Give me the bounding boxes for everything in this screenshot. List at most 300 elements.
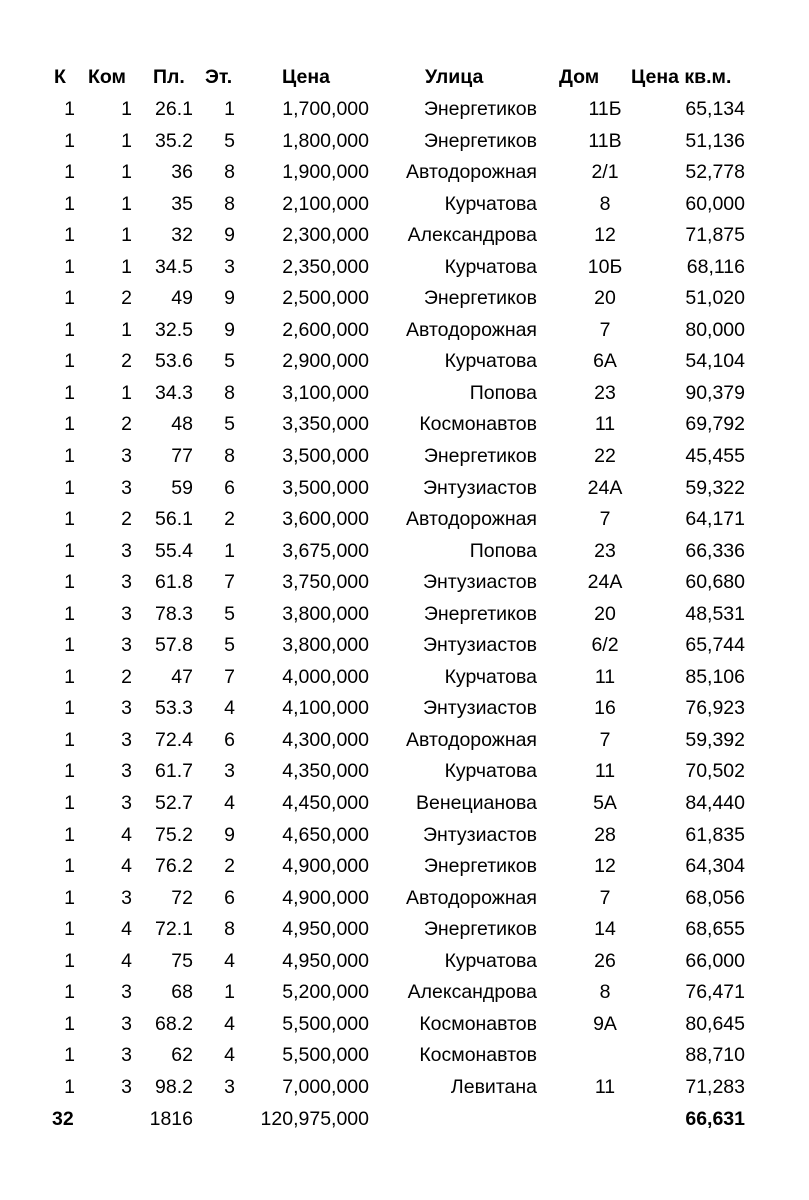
cell-k: 1 <box>64 886 75 909</box>
cell-area: 57.8 <box>155 634 193 657</box>
cell-rooms: 3 <box>121 760 132 783</box>
cell-rooms: 3 <box>121 981 132 1004</box>
cell-street: Энергетиков <box>423 445 537 468</box>
cell-house: 7 <box>599 508 611 531</box>
cell-price: 5,500,000 <box>282 1012 369 1035</box>
table-row <box>0 441 809 473</box>
table-row <box>0 126 809 158</box>
cell-price-per-sqm: 71,875 <box>685 224 745 247</box>
cell-street: Энергетиков <box>423 129 537 152</box>
cell-floor: 4 <box>224 1044 235 1067</box>
cell-floor: 9 <box>224 287 235 310</box>
table-row <box>0 315 809 347</box>
header-street: Улица <box>425 66 484 88</box>
cell-floor: 6 <box>224 886 235 909</box>
table-row <box>0 946 809 978</box>
table-row <box>0 599 809 631</box>
cell-floor: 8 <box>224 161 235 184</box>
table-row <box>0 378 809 410</box>
cell-house: 11 <box>594 413 616 436</box>
cell-rooms: 3 <box>121 697 132 720</box>
cell-price-per-sqm: 51,136 <box>685 129 745 152</box>
cell-house: 11В <box>588 129 622 152</box>
cell-house: 7 <box>599 728 611 751</box>
cell-rooms: 1 <box>121 98 132 120</box>
cell-price: 2,600,000 <box>282 318 369 341</box>
cell-k: 1 <box>64 602 75 625</box>
cell-price-per-sqm: 85,106 <box>685 665 745 688</box>
cell-rooms: 1 <box>121 161 132 184</box>
cell-price: 4,450,000 <box>282 792 369 815</box>
cell-floor: 4 <box>224 949 235 972</box>
total-price: 120,975,000 <box>260 1107 369 1130</box>
table-row <box>0 409 809 441</box>
cell-rooms: 3 <box>121 445 132 468</box>
cell-floor: 8 <box>224 918 235 941</box>
table-row <box>0 693 809 725</box>
cell-area: 72.1 <box>155 918 193 941</box>
table-row <box>0 820 809 852</box>
cell-price: 4,350,000 <box>282 760 369 783</box>
cell-k: 1 <box>64 792 75 815</box>
cell-house: 11 <box>594 1075 616 1098</box>
cell-area: 34.5 <box>155 255 193 278</box>
cell-price-per-sqm: 65,744 <box>685 634 745 657</box>
cell-house: 8 <box>599 192 611 215</box>
table-row <box>0 662 809 694</box>
cell-house: 24А <box>587 476 623 499</box>
cell-k: 1 <box>64 476 75 499</box>
cell-street: Автодорожная <box>406 728 537 751</box>
cell-floor: 5 <box>224 129 235 152</box>
cell-price-per-sqm: 68,655 <box>685 918 745 941</box>
cell-area: 98.2 <box>155 1075 193 1098</box>
table-row <box>0 630 809 662</box>
table-row <box>0 883 809 915</box>
cell-area: 32 <box>171 224 193 247</box>
cell-street: Курчатова <box>444 350 537 373</box>
cell-price: 2,300,000 <box>282 224 369 247</box>
cell-rooms: 2 <box>121 665 132 688</box>
cell-price-per-sqm: 84,440 <box>685 792 745 815</box>
cell-street: Энергетиков <box>423 98 537 120</box>
cell-price-per-sqm: 48,531 <box>685 602 745 625</box>
cell-rooms: 3 <box>121 602 132 625</box>
cell-floor: 3 <box>224 255 235 278</box>
cell-price: 4,950,000 <box>282 949 369 972</box>
cell-area: 48 <box>171 413 193 436</box>
cell-price: 4,000,000 <box>282 665 369 688</box>
cell-house: 20 <box>594 287 616 310</box>
cell-floor: 1 <box>224 981 235 1004</box>
cell-price-per-sqm: 68,116 <box>686 255 745 278</box>
cell-price-per-sqm: 60,000 <box>685 192 745 215</box>
cell-street: Энтузиастов <box>422 634 537 657</box>
header-price: Цена <box>282 66 330 88</box>
cell-price-per-sqm: 76,923 <box>685 697 745 720</box>
cell-house: 20 <box>594 602 616 625</box>
cell-street: Левитана <box>450 1075 537 1098</box>
cell-street: Энергетиков <box>423 855 537 878</box>
cell-street: Попова <box>469 539 537 562</box>
cell-floor: 7 <box>224 571 235 594</box>
cell-k: 1 <box>64 981 75 1004</box>
cell-price: 3,800,000 <box>282 634 369 657</box>
table-row <box>0 94 809 126</box>
cell-area: 62 <box>171 1044 193 1067</box>
cell-area: 47 <box>171 665 193 688</box>
cell-k: 1 <box>64 255 75 278</box>
table-row <box>0 252 809 284</box>
table-body <box>0 94 809 1104</box>
cell-price: 5,500,000 <box>282 1044 369 1067</box>
cell-street: Курчатова <box>444 949 537 972</box>
cell-street: Курчатова <box>444 665 537 688</box>
cell-rooms: 3 <box>121 634 132 657</box>
cell-price: 4,900,000 <box>282 886 369 909</box>
cell-floor: 9 <box>224 318 235 341</box>
cell-price-per-sqm: 64,304 <box>685 855 745 878</box>
cell-rooms: 2 <box>121 508 132 531</box>
cell-rooms: 4 <box>121 823 132 846</box>
cell-house: 2/1 <box>591 161 619 184</box>
cell-rooms: 1 <box>121 255 132 278</box>
cell-street: Энергетиков <box>423 602 537 625</box>
cell-k: 1 <box>64 571 75 594</box>
cell-floor: 8 <box>224 381 235 404</box>
table-row <box>0 473 809 505</box>
header-house: Дом <box>559 66 600 88</box>
cell-floor: 2 <box>224 855 235 878</box>
cell-house: 22 <box>594 445 616 468</box>
cell-floor: 5 <box>224 634 235 657</box>
cell-floor: 9 <box>224 823 235 846</box>
cell-street: Александрова <box>407 981 537 1004</box>
cell-house: 6/2 <box>591 634 619 657</box>
cell-price-per-sqm: 45,455 <box>685 445 745 468</box>
cell-area: 75 <box>171 949 193 972</box>
cell-street: Автодорожная <box>406 886 537 909</box>
cell-price-per-sqm: 65,134 <box>685 98 745 120</box>
cell-price-per-sqm: 80,645 <box>685 1012 745 1035</box>
cell-k: 1 <box>64 161 75 184</box>
cell-rooms: 4 <box>121 855 132 878</box>
cell-k: 1 <box>64 287 75 310</box>
cell-price: 3,100,000 <box>282 381 369 404</box>
cell-area: 61.8 <box>155 571 193 594</box>
table-row <box>0 1040 809 1072</box>
cell-k: 1 <box>64 665 75 688</box>
cell-k: 1 <box>64 634 75 657</box>
cell-floor: 8 <box>224 445 235 468</box>
cell-price-per-sqm: 70,502 <box>685 760 745 783</box>
table-row <box>0 157 809 189</box>
cell-house: 26 <box>594 949 616 972</box>
cell-k: 1 <box>64 697 75 720</box>
cell-price-per-sqm: 59,322 <box>685 476 745 499</box>
cell-k: 1 <box>64 98 75 120</box>
cell-street: Энтузиастов <box>422 476 537 499</box>
cell-k: 1 <box>64 728 75 751</box>
cell-price-per-sqm: 51,020 <box>685 287 745 310</box>
cell-rooms: 3 <box>121 539 132 562</box>
cell-area: 77 <box>171 445 193 468</box>
cell-k: 1 <box>64 539 75 562</box>
header-rooms: Ком <box>88 66 126 88</box>
cell-street: Энергетиков <box>423 918 537 941</box>
cell-house: 23 <box>594 539 616 562</box>
cell-rooms: 1 <box>121 224 132 247</box>
cell-price-per-sqm: 76,471 <box>685 981 745 1004</box>
cell-rooms: 2 <box>121 350 132 373</box>
table-row <box>0 725 809 757</box>
cell-area: 35.2 <box>155 129 193 152</box>
cell-street: Венецианова <box>416 792 537 815</box>
cell-floor: 5 <box>224 413 235 436</box>
cell-area: 56.1 <box>155 508 193 531</box>
cell-street: Автодорожная <box>406 508 537 531</box>
cell-house: 28 <box>594 823 616 846</box>
table-row <box>0 756 809 788</box>
cell-price: 1,700,000 <box>282 98 369 120</box>
cell-area: 53.6 <box>155 350 193 373</box>
cell-k: 1 <box>64 413 75 436</box>
cell-area: 36 <box>171 161 193 184</box>
cell-area: 35 <box>171 192 193 215</box>
cell-price: 3,750,000 <box>282 571 369 594</box>
cell-street: Космонавтов <box>419 1044 537 1067</box>
cell-k: 1 <box>64 350 75 373</box>
cell-k: 1 <box>64 918 75 941</box>
total-area: 1816 <box>149 1107 193 1130</box>
header-area: Пл. <box>153 66 185 88</box>
cell-rooms: 3 <box>121 792 132 815</box>
cell-k: 1 <box>64 224 75 247</box>
table-row <box>0 914 809 946</box>
cell-price: 3,500,000 <box>282 445 369 468</box>
table-row <box>0 1072 809 1104</box>
cell-k: 1 <box>64 1075 75 1098</box>
cell-k: 1 <box>64 1044 75 1067</box>
cell-k: 1 <box>64 508 75 531</box>
cell-house: 14 <box>594 918 616 941</box>
cell-house: 7 <box>599 318 611 341</box>
cell-floor: 3 <box>224 760 235 783</box>
cell-area: 76.2 <box>155 855 193 878</box>
cell-area: 72 <box>171 886 193 909</box>
cell-street: Энтузиастов <box>422 697 537 720</box>
cell-price: 3,350,000 <box>282 413 369 436</box>
cell-street: Космонавтов <box>419 1012 537 1035</box>
cell-house: 10Б <box>587 255 623 278</box>
table-row <box>0 504 809 536</box>
cell-house: 7 <box>599 886 611 909</box>
cell-area: 32.5 <box>155 318 193 341</box>
cell-price: 4,900,000 <box>282 855 369 878</box>
cell-floor: 9 <box>224 224 235 247</box>
table-row <box>0 283 809 315</box>
cell-house: 11 <box>594 760 616 783</box>
cell-street: Энтузиастов <box>422 823 537 846</box>
cell-rooms: 3 <box>121 571 132 594</box>
cell-price-per-sqm: 64,171 <box>685 508 745 531</box>
cell-price-per-sqm: 80,000 <box>685 318 745 341</box>
cell-area: 68.2 <box>155 1012 193 1035</box>
cell-area: 52.7 <box>155 792 193 815</box>
cell-area: 34.3 <box>155 381 193 404</box>
cell-floor: 4 <box>224 697 235 720</box>
cell-price-per-sqm: 66,336 <box>685 539 745 562</box>
cell-floor: 7 <box>224 665 235 688</box>
cell-price: 3,600,000 <box>282 508 369 531</box>
cell-floor: 6 <box>224 476 235 499</box>
cell-price-per-sqm: 88,710 <box>685 1044 745 1067</box>
cell-street: Энтузиастов <box>422 571 537 594</box>
cell-price-per-sqm: 68,056 <box>685 886 745 909</box>
cell-street: Курчатова <box>444 192 537 215</box>
cell-price-per-sqm: 54,104 <box>685 350 745 373</box>
cell-floor: 1 <box>224 539 235 562</box>
cell-area: 26.1 <box>155 98 193 120</box>
cell-area: 75.2 <box>155 823 193 846</box>
cell-house: 6А <box>593 350 617 373</box>
cell-rooms: 3 <box>121 1012 132 1035</box>
cell-house: 23 <box>594 381 616 404</box>
cell-k: 1 <box>64 192 75 215</box>
cell-street: Автодорожная <box>406 161 537 184</box>
cell-price: 4,100,000 <box>282 697 369 720</box>
table-row <box>0 977 809 1009</box>
cell-price: 1,800,000 <box>282 129 369 152</box>
cell-floor: 3 <box>224 1075 235 1098</box>
cell-rooms: 3 <box>121 1075 132 1098</box>
cell-price: 5,200,000 <box>282 981 369 1004</box>
cell-rooms: 3 <box>121 476 132 499</box>
cell-area: 55.4 <box>155 539 193 562</box>
cell-area: 49 <box>171 287 193 310</box>
cell-price: 4,650,000 <box>282 823 369 846</box>
cell-floor: 4 <box>224 1012 235 1035</box>
cell-price: 3,800,000 <box>282 602 369 625</box>
cell-area: 78.3 <box>155 602 193 625</box>
table-row <box>0 346 809 378</box>
cell-k: 1 <box>64 949 75 972</box>
cell-floor: 5 <box>224 602 235 625</box>
cell-street: Космонавтов <box>419 413 537 436</box>
cell-price: 2,100,000 <box>282 192 369 215</box>
cell-price-per-sqm: 90,379 <box>685 381 745 404</box>
cell-street: Энергетиков <box>423 287 537 310</box>
cell-k: 1 <box>64 318 75 341</box>
cell-area: 68 <box>171 981 193 1004</box>
cell-k: 1 <box>64 381 75 404</box>
cell-house: 11Б <box>588 98 622 120</box>
table-row <box>0 220 809 252</box>
cell-price: 7,000,000 <box>282 1075 369 1098</box>
cell-rooms: 4 <box>121 918 132 941</box>
header-floor: Эт. <box>205 66 233 88</box>
table-row <box>0 851 809 883</box>
header-price-per-sqm: Цена кв.м. <box>631 66 732 88</box>
cell-price: 3,500,000 <box>282 476 369 499</box>
cell-house: 16 <box>594 697 616 720</box>
cell-k: 1 <box>64 1012 75 1035</box>
cell-rooms: 2 <box>121 287 132 310</box>
apartment-listing-table <box>0 60 809 1135</box>
cell-floor: 5 <box>224 350 235 373</box>
cell-price: 2,350,000 <box>282 255 369 278</box>
cell-price: 1,900,000 <box>282 161 369 184</box>
table-total-row <box>0 1104 809 1136</box>
cell-price: 2,500,000 <box>282 287 369 310</box>
total-count: 32 <box>52 1107 74 1130</box>
cell-street: Курчатова <box>444 255 537 278</box>
cell-rooms: 2 <box>121 413 132 436</box>
cell-price-per-sqm: 60,680 <box>685 571 745 594</box>
cell-k: 1 <box>64 129 75 152</box>
cell-floor: 8 <box>224 192 235 215</box>
cell-floor: 1 <box>224 98 235 120</box>
cell-house: 24А <box>587 571 623 594</box>
cell-rooms: 3 <box>121 886 132 909</box>
cell-street: Попова <box>469 381 537 404</box>
cell-price-per-sqm: 69,792 <box>685 413 745 436</box>
cell-street: Курчатова <box>444 760 537 783</box>
cell-price-per-sqm: 61,835 <box>685 823 745 846</box>
cell-price-per-sqm: 71,283 <box>685 1075 745 1098</box>
cell-rooms: 4 <box>121 949 132 972</box>
cell-house: 9А <box>593 1012 617 1035</box>
cell-rooms: 1 <box>121 129 132 152</box>
table-row <box>0 567 809 599</box>
header-k: К <box>54 66 66 88</box>
cell-floor: 6 <box>224 728 235 751</box>
cell-street: Александрова <box>407 224 537 247</box>
table-header-row <box>0 60 809 94</box>
cell-rooms: 1 <box>121 192 132 215</box>
cell-house: 5А <box>593 792 617 815</box>
table-row <box>0 788 809 820</box>
cell-price: 2,900,000 <box>282 350 369 373</box>
cell-rooms: 3 <box>121 728 132 751</box>
cell-price: 4,300,000 <box>282 728 369 751</box>
table-row <box>0 189 809 221</box>
cell-floor: 4 <box>224 792 235 815</box>
cell-price: 4,950,000 <box>282 918 369 941</box>
cell-area: 53.3 <box>155 697 193 720</box>
cell-street: Автодорожная <box>406 318 537 341</box>
cell-k: 1 <box>64 445 75 468</box>
cell-area: 72.4 <box>155 728 193 751</box>
cell-k: 1 <box>64 760 75 783</box>
cell-floor: 2 <box>224 508 235 531</box>
cell-rooms: 1 <box>121 381 132 404</box>
cell-price-per-sqm: 52,778 <box>685 161 745 184</box>
cell-area: 59 <box>171 476 193 499</box>
total-price-per-sqm: 66,631 <box>685 1107 745 1130</box>
table-row <box>0 1009 809 1041</box>
cell-k: 1 <box>64 823 75 846</box>
cell-house: 11 <box>594 665 616 688</box>
cell-house: 8 <box>599 981 611 1004</box>
cell-k: 1 <box>64 855 75 878</box>
cell-area: 61.7 <box>155 760 193 783</box>
cell-rooms: 1 <box>121 318 132 341</box>
cell-rooms: 3 <box>121 1044 132 1067</box>
cell-house: 12 <box>594 224 616 247</box>
cell-house: 12 <box>594 855 616 878</box>
cell-price-per-sqm: 59,392 <box>685 728 745 751</box>
